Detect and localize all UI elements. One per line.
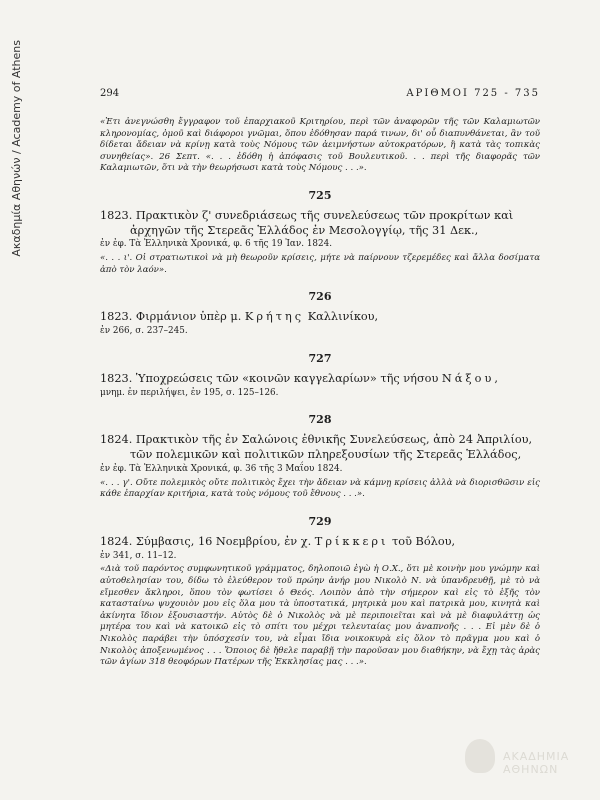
entry-number: 728 [308,413,332,427]
entry-heading-text: τοῦ Βόλου, [392,534,456,548]
entry-heading [100,535,540,550]
page-number: 294 [100,88,120,99]
entry-number: 726 [308,290,332,304]
entry-heading-text: 1824. Σύμβασις, 16 Νοεμβρίου, ἐν χ. [100,534,312,548]
page [100,88,540,669]
place-name: Κρήτης [244,310,305,324]
entry-quote: «. . . ι'. Οἱ στρατιωτικοὶ νὰ μὴ θεωροῦν κρίσεις, μήτε νὰ παίρνουν τζερεμέδες καὶ ἄλλα δοσίματα ἀπὸ τὸν λαόν». [100,253,540,275]
place-name: Νάξου, [441,371,501,385]
place-name: Τρίκκερι [314,534,389,548]
entry-reference: ἐν 341, σ. 11–12. [100,550,177,561]
header-title: ΑΡΙΘΜΟΙ 725 - 735 [406,88,540,99]
entry-reference: ἐν 266, σ. 237–245. [100,326,188,337]
entry-reference: ἐν ἐφ. Τὰ Ἑλληνικὰ Χρονικά, φ. 6 τῆς 19 Ἰαν. 1824. [100,239,332,250]
entry-heading-line: 1824. Πρακτικὸν τῆς ἐν Σαλώνοις ἐθνικῆς Συνελεύσεως, ἀπὸ 24 Ἀπριλίου, [100,433,533,447]
entry-number: 727 [308,351,332,365]
entry-heading-text: 1823. Ὑποχρεώσεις τῶν «κοινῶν καγγελαρίων» τῆς νήσου [100,371,439,385]
entry-heading [100,310,540,325]
side-label: Ακαδημία Αθηνών / Academy of Athens [10,40,23,257]
entry-heading [100,209,540,238]
entry-number: 729 [308,514,332,528]
watermark-text: ΑΚΑΔΗΜΙΑ ΑΘΗΝΩΝ [503,750,570,776]
entry-heading [100,372,540,387]
entry-heading-text: Καλλινίκου, [307,310,379,324]
entry-quote: «. . . γ'. Οὔτε πολεμικὸς οὔτε πολιτικὸς ἔχει τὴν ἄδειαν νὰ κάμνῃ κρίσεις ἀλλὰ νὰ διορισθῶσιν εἰς κάθε ἐπαρχίαν κριτήρια, κατὰ τοὺς νόμους τοῦ ἔθνους . . .». [100,477,540,500]
page-header [100,88,540,99]
entry-heading [100,433,540,462]
intro-quote: «Ἐτι ἀνεγνώσθη ἔγγραφον τοῦ ἐπαρχιακοῦ Κριτηρίου, περὶ τῶν ἀναφορῶν τῆς τῶν Καλαμιωτῶν κληρονομίας, ὁμοῦ καὶ διάφοροι γνῶμαι, ὅπου ἐδόθησαν παρά τινων, δι' οὗ διαπυνθάνεται, ἂν τοῦ δίδεται ἄδειαν νὰ κρίνῃ κατὰ τοὺς Νόμους τῶν ἀειμνήστων αὐτοκρατόρων, ἢ κατὰ τὰς τοπικὰς συνηθείας». 26 Σεπτ. «. . . ἐδόθη ἡ ἀπόφασις τοῦ Βουλευτικοῦ. . . περὶ τῆς διαφορᾶς τῶν Καλαμιωτῶν, ὅτι νὰ τὴν θεωρήσωσι κατὰ τοὺς Νόμους . . .». [100,117,540,174]
entry-heading-line: 1823. Πρακτικὸν ζ' συνεδριάσεως τῆς συνελεύσεως τῶν προκρίτων καὶ [100,208,514,222]
academy-emblem-icon [465,739,495,773]
entry-number: 725 [308,188,332,202]
entry-heading-line: τῶν πολεμικῶν καὶ πολιτικῶν πληρεξουσίων τῆς Στερεᾶς Ἑλλάδος, [130,448,522,462]
entry-heading-line: ἀρχηγῶν τῆς Στερεᾶς Ἑλλάδος ἐν Μεσολογγίῳ, τῆς 31 Δεκ., [130,223,479,237]
academy-watermark [465,735,585,779]
entry-quote: «Διὰ τοῦ παρόντος συμφωνητικοῦ γράμματος, δηλοποιῶ ἐγὼ ἡ Ο.Χ., ὅτι μὲ κοινὴν μου γνώμην καὶ αὐτοθελησίαν του, δίδω τὸ ἐλεύθερον τοῦ πρώην ἀνήρ μου Νικολὸ Ν. νὰ ὑπανδρευθῇ, μὲ τὸ νὰ εἴμεσθεν ἄκληροι, ὅπου τὸν φωτίσει ὁ Θεός. Λοιπὸν ἀπὸ τὴν σήμερον καὶ εἰς τὸ ἑξῆς τὸν κατασταίνω ψυχουιὸν μου εἰς ὅλα μου τὰ ὑποστατικά, μητρικὰ μου καὶ πατρικὰ μου, κινητὰ καὶ ἀκίνητα ἴδιον ἐξουσιαστήν. Αὐτὸς δὲ ὁ Νικολὸς νὰ μὲ περιποιεῖται καὶ νὰ μὲ διαφυλάττῃ ὡς μητέρα του καὶ νὰ κατοικῶ εἰς τὸ σπίτι του μέχρι τελευταίας μου ἀναπνοῆς . . . Εἰ μὲν δὲ ὁ Νικολὸς παράβει τὴν ὑπόσχεσίν του, νὰ εἶμαι ἴδια νοικοκυρὰ εἰς ὅλον τὸ πρᾶγμα μου καὶ ὁ Νικολὸς ἀποξενωμένος . . . Ὅποιος δὲ ἤθελε παραβῇ τὴν παροῦσαν μου διαθήκην, νὰ ἔχῃ τὰς ἀρὰς τῶν ἁγίων 318 θεοφόρων Πατέρων τῆς Ἐκκλησίας μας . . .». [100,564,540,668]
entry-reference: μνημ. ἐν περιλήψει, ἐν 195, σ. 125–126. [100,387,279,398]
entry-heading-text: 1823. Φιρμάνιον ὑπὲρ μ. [100,310,242,324]
entry-reference: ἐν ἐφ. Τὰ Ἑλληνικὰ Χρονικά, φ. 36 τῆς 3 Μαΐου 1824. [100,463,343,474]
